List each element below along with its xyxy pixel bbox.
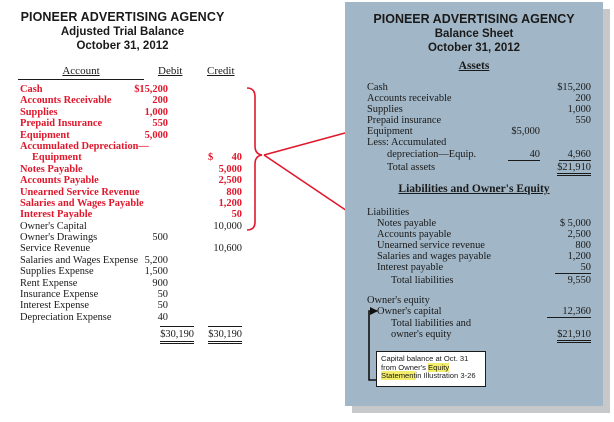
tb-credit-cell: 40	[231, 152, 242, 164]
tb-account-name: Supplies Expense	[20, 266, 94, 278]
tb-account-name: Interest Payable	[20, 209, 93, 221]
tb-account-name: Accounts Payable	[20, 175, 99, 187]
tb-date: October 31, 2012	[76, 40, 169, 52]
tb-account-name: Unearned Service Revenue	[20, 186, 140, 198]
tb-account-name: Salaries and Wages Payable	[20, 197, 144, 209]
tb-currency-symbol: $	[208, 152, 214, 164]
tb-credit-cell: 10,600	[213, 243, 242, 255]
tb-account-name: Notes Payable	[20, 163, 83, 175]
tb-credit-cell: 800	[226, 186, 242, 198]
balance-sheet-panel	[345, 2, 603, 406]
bs-equipment-amount: $5,000	[511, 126, 540, 137]
bs-equipment-net: 4,960	[559, 149, 591, 161]
bs-ap-label: Accounts payable	[377, 229, 452, 240]
callout-line-2-text: from Owner's	[381, 362, 429, 372]
bs-statement-name: Balance Sheet	[434, 28, 514, 40]
bs-less-accum-label: Less: Accumulated	[367, 137, 447, 148]
bs-salaries-amount: 1,200	[567, 251, 591, 262]
tb-debit-cell: 40	[157, 311, 168, 323]
bs-ap-amount: 2,500	[567, 229, 591, 240]
bs-supplies-label: Supplies	[367, 104, 403, 115]
tb-col-debit: Debit	[158, 65, 183, 77]
tb-account-name: Rent Expense	[20, 277, 78, 289]
callout-line-1: Capital balance at Oct. 31	[381, 354, 469, 363]
tb-statement-name: Adjusted Trial Balance	[60, 26, 185, 38]
callout-line-3-text: in Illustration 3-26	[415, 371, 476, 380]
bs-depreciation-amount: 40	[508, 149, 540, 161]
tb-debit-cell: 50	[157, 289, 168, 301]
brace-shape	[247, 88, 262, 230]
arrow-to-equipment	[264, 130, 356, 155]
bs-ar-label: Accounts receivable	[367, 93, 452, 104]
bs-total-le-value: $21,910	[557, 329, 591, 343]
tb-account-name: Owner's Drawings	[20, 232, 98, 244]
tb-debit-cell: 5,200	[144, 254, 168, 266]
bs-salaries-label: Salaries and wages payable	[377, 251, 491, 262]
tb-total-debit-value: $30,190	[160, 329, 194, 344]
tb-credit-cell: 10,000	[213, 220, 242, 232]
tb-account-name: Supplies	[20, 106, 58, 118]
tb-col-credit: Credit	[207, 65, 235, 77]
bs-equipment-label: Equipment	[367, 126, 413, 137]
tb-account-name: Owner's Capital	[20, 220, 87, 232]
tb-debit-cell: 50	[157, 300, 168, 312]
tb-total-credit-value: $30,190	[208, 329, 242, 344]
tb-account-name: Depreciation Expense	[20, 311, 112, 323]
tb-account-name: Accounts Receivable	[20, 95, 112, 107]
bs-prepaid-label: Prepaid insurance	[367, 115, 442, 126]
bs-total-assets-label: Total assets	[387, 162, 436, 173]
tb-debit-cell: 900	[152, 277, 168, 289]
bs-total-liabilities-label: Total liabilities	[391, 275, 454, 286]
bs-total-liabilities-amount: 9,550	[567, 275, 591, 286]
tb-credit-cell: 2,500	[218, 175, 242, 187]
tb-account-name: Insurance Expense	[20, 289, 99, 301]
bs-supplies-amount: 1,000	[567, 104, 591, 115]
bs-liabilities-label: Liabilities	[367, 207, 410, 218]
tb-account-name: Equipment	[20, 129, 70, 141]
callout-highlight-equity: Equity	[428, 362, 450, 372]
arrow-to-liabilities	[264, 155, 356, 217]
bs-unearned-amount: 800	[575, 240, 591, 251]
tb-account-name: Salaries and Wages Expense	[20, 254, 139, 266]
tb-debit-cell: 1,000	[144, 106, 168, 118]
bs-liabilities-heading: Liabilities and Owner's Equity	[398, 183, 550, 195]
bs-unearned-label: Unearned service revenue	[377, 240, 485, 251]
bs-prepaid-amount: 550	[575, 115, 591, 126]
tb-credit-cell: 1,200	[218, 197, 242, 209]
tb-account-name: Service Revenue	[20, 243, 91, 255]
bs-total-le-label-1: Total liabilities and	[391, 318, 472, 329]
tb-company-title: PIONEER ADVERTISING AGENCY	[20, 10, 225, 24]
tb-debit-cell: 1,500	[144, 266, 168, 278]
bs-interest-label: Interest payable	[377, 262, 444, 273]
bs-company-title: PIONEER ADVERTISING AGENCY	[373, 12, 575, 26]
bs-cash-amount: $15,200	[557, 82, 591, 93]
bs-owners-capital-amount: 12,360	[547, 306, 591, 318]
tb-debit-cell: 500	[152, 232, 168, 244]
bs-date: October 31, 2012	[427, 42, 521, 54]
bs-ar-amount: 200	[575, 93, 591, 104]
bs-depreciation-label: depreciation—Equip.	[387, 149, 477, 160]
tb-account-name: Accumulated Depreciation—	[20, 140, 149, 152]
tb-debit-cell: 5,000	[144, 129, 168, 141]
tb-credit-cell: 5,000	[218, 163, 242, 175]
tb-debit-cell: $15,200	[134, 84, 168, 95]
bs-owners-equity-label: Owner's equity	[367, 295, 430, 306]
bs-total-le-label-2: owner's equity	[391, 329, 452, 340]
bs-notes-amount: $ 5,000	[559, 218, 591, 229]
bs-owners-capital-label: Owner's capital	[377, 306, 442, 317]
tb-debit-cell: 550	[152, 118, 168, 130]
bs-total-assets-value: $21,910	[557, 162, 591, 176]
tb-account-name: Prepaid Insurance	[20, 118, 103, 130]
bs-interest-amount: 50	[555, 262, 591, 274]
bs-cash-label: Cash	[367, 82, 388, 93]
bs-notes-label: Notes payable	[377, 218, 437, 229]
tb-debit-cell: 200	[152, 95, 168, 107]
tb-credit-cell: 50	[231, 209, 242, 221]
callout-highlight-statement: Statement	[381, 371, 416, 380]
tb-account-name: Equipment	[32, 152, 82, 164]
tb-account-name: Cash	[20, 84, 43, 95]
tb-col-account: Account	[62, 65, 100, 77]
callout-bracket-arrow	[345, 2, 603, 406]
tb-account-name: Interest Expense	[20, 300, 89, 312]
bs-assets-heading: Assets	[458, 60, 490, 72]
